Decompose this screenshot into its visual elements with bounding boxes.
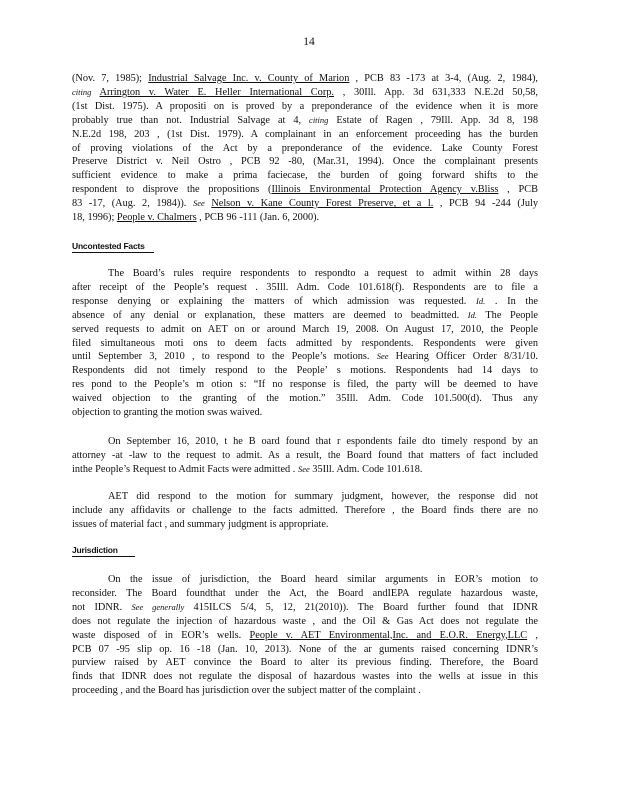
text-run: Hearing Officer Order 8/31/10. (388, 351, 538, 363)
text-run: The People (476, 309, 538, 321)
text-run: , PCB 94 -244 (July (433, 198, 538, 210)
text-run: proceeding , and the Board has jurisdiction over the subject matter of the complaint . (72, 685, 421, 697)
text-line (72, 211, 538, 224)
text-run: 415ILCS 5/4, 5, 12, 21(2010)). The Board further found that IDNR (184, 601, 538, 613)
case-citation: Industrial Salvage Inc. v. County of Marion (148, 73, 350, 84)
text-line (72, 601, 538, 614)
text-run: , PCB (498, 184, 538, 196)
text-line (72, 155, 538, 168)
text-run: sufficient evidence to make a prima faciecase, the burden of going forward shifts to the (72, 170, 538, 182)
signal-word: citing (72, 86, 92, 97)
text-run: , (527, 629, 538, 641)
text-line (72, 684, 538, 697)
text-line (72, 643, 538, 656)
text-run: served requests to admit on AET on or around March 19, 2008. On August 17, 2010, the People (72, 323, 538, 335)
text-line (72, 72, 538, 85)
text-run: objection to granting the motion swas waived. (72, 407, 263, 418)
text-run: not IDNR. (72, 601, 132, 613)
text-run: filed simultaneous moti ons to deem facts admitted by respondents. Respondents were given (72, 337, 538, 349)
text-run: , PCB 96 -111 (Jan. 6, 2000). (196, 212, 320, 223)
text-line (72, 656, 538, 669)
signal-word: citing (309, 114, 329, 125)
text-line (72, 615, 538, 628)
text-run: , PCB 83 -173 at 3-4, (Aug. 2, 1984), (349, 73, 538, 84)
text-line (72, 670, 538, 683)
signal-word: Id. (476, 295, 486, 306)
text-line (72, 378, 538, 391)
page-number: 14 (303, 36, 315, 48)
text-run: include any affidavits or challenge to the facts admitted. Therefore , the Board finds there are no (72, 504, 538, 516)
text-run: of proving violations of the Act by a preponderance of the evidence. Lake County Forest (72, 142, 538, 154)
text-line (72, 490, 538, 503)
text-run: The Board’s rules require respondents to respondto a request to admit within 28 days (108, 268, 538, 279)
text-run: . In the (485, 295, 538, 307)
text-run: finds that IDNR does not regulate the disposal of hazardous wastes into the wells at issue in this (72, 671, 538, 683)
case-citation: People v. Chalmers (116, 212, 197, 223)
signal-word: See (192, 198, 205, 209)
text-line (72, 100, 538, 113)
text-run: (Nov. 7, 1985); (72, 73, 149, 84)
signal-word: See (297, 463, 310, 474)
text-line (72, 323, 538, 336)
signal-word: See generally (131, 601, 185, 612)
text-run: res pond to the People’s m otion s: “If no response is filed, the party will be deemed to have (72, 379, 538, 391)
text-run (91, 87, 99, 98)
text-run: 18, 1996); (72, 212, 117, 223)
text-run: 35Ill. Adm. Code 101.618. (309, 463, 423, 475)
signal-word: Id. (467, 309, 477, 320)
text-run: Respondents did not timely respond to the People’ s motions. Respondents had 14 days to (72, 365, 538, 377)
text-run: PCB 07 -95 slip op. 16 -18 (Jan. 10, 2013). None of the ar guments raised concerning IDNR’s (72, 643, 538, 655)
text-run: , 30Ill. App. 3d 631,333 N.E.2d 50,58, (333, 86, 538, 98)
text-line (72, 169, 538, 182)
text-line (72, 281, 538, 294)
text-line (72, 629, 538, 642)
text-run: N.E.2d 198, 203 , (1st Dist. 1979). A complainant in an enforcement proceeding has the burden (72, 128, 538, 140)
text-line (72, 573, 538, 586)
text-run: On September 16, 2010, t he B oard found that r espondents faile dto timely respond by an (108, 436, 538, 447)
text-run: probably true than not. Industrial Salvage at 4, (72, 114, 310, 126)
text-line (72, 435, 538, 448)
text-run: absence of any denial or explanation, these matters are deemed to beadmitted. (72, 309, 468, 321)
text-run: attorney -at -law to the request to admit. As a result, the Board found that matters of fact included (72, 449, 538, 461)
text-run: until September 3, 2010 , to respond to the People’s motions. (72, 351, 377, 363)
text-run: (1st Dist. 1975). A propositi on is proved by a preponderance of the evidence when it is more (72, 100, 538, 112)
text-line (72, 364, 538, 377)
text-line (72, 518, 538, 531)
case-citation: Arrington v. Water E. Heller International Corp. (99, 86, 334, 98)
text-line (72, 183, 538, 196)
text-line (72, 142, 538, 155)
text-run: AET did respond to the motion for summary judgment, however, the response did not (108, 491, 538, 502)
text-line (72, 337, 538, 350)
text-run: respondent to disprove the propositions ( (72, 184, 272, 196)
case-citation: People v. AET Environmental,Inc. and E.O.R. Energy,LLC (249, 629, 528, 641)
text-line (72, 197, 538, 210)
heading-jurisdiction-underline (72, 556, 135, 557)
text-run: purview raised by AET convince the Board to alter its previous finding. Therefore, the Board (72, 657, 538, 669)
text-line (72, 86, 538, 99)
text-run: reconsider. The Board foundthat under the Act, the Board andIEPA regulate hazardous waste, (72, 587, 538, 599)
text-line (72, 463, 538, 476)
text-run: does not regulate the injection of hazardous waste , and the Oil & Gas Act does not regulate the (72, 615, 538, 627)
heading-uncontested-facts-underline (72, 252, 154, 253)
case-citation: Nelson v. Kane County Forest Preserve, et a l. (211, 198, 434, 210)
text-line (72, 114, 538, 127)
text-run: Estate of Ragen , 79Ill. App. 3d 8, 198 (328, 114, 538, 126)
text-line (72, 392, 538, 405)
text-line (72, 267, 538, 280)
text-line (72, 504, 538, 517)
text-run: Preserve District v. Neil Ostro , PCB 92 -80, (Mar.31, 1994). Once the complainant presents (72, 156, 538, 168)
case-citation: Illinois Environmental Protection Agency v.Bliss (271, 184, 499, 196)
text-run: waste disposed of in EOR’s wells. (72, 629, 250, 641)
heading-jurisdiction: Jurisdiction (72, 545, 118, 555)
text-line (72, 406, 538, 419)
text-line (72, 587, 538, 600)
text-run: issues of material fact , and summary judgment is appropriate. (72, 518, 329, 530)
text-run: 83 -17, (Aug. 2, 1984)). (72, 198, 193, 210)
text-run: inthe People’s Request to Admit Facts were admitted . (72, 463, 298, 475)
text-run: after receipt of the People’s request . 35Ill. Adm. Code 101.618(f). Respondents are to file a (72, 281, 538, 293)
text-line (72, 449, 538, 462)
signal-word: See (376, 351, 389, 362)
heading-uncontested-facts: Uncontested Facts (72, 241, 145, 251)
text-line (72, 309, 538, 322)
text-run: response denying or explaining the matters of which admission was requested. (72, 295, 477, 307)
text-run: On the issue of jurisdiction, the Board heard similar arguments in EOR’s motion to (108, 574, 538, 585)
text-line (72, 128, 538, 141)
text-line (72, 295, 538, 308)
text-run: waived objection to the granting of the motion.” 35Ill. Adm. Code 101.500(d). Thus any (72, 393, 538, 405)
text-line (72, 350, 538, 363)
